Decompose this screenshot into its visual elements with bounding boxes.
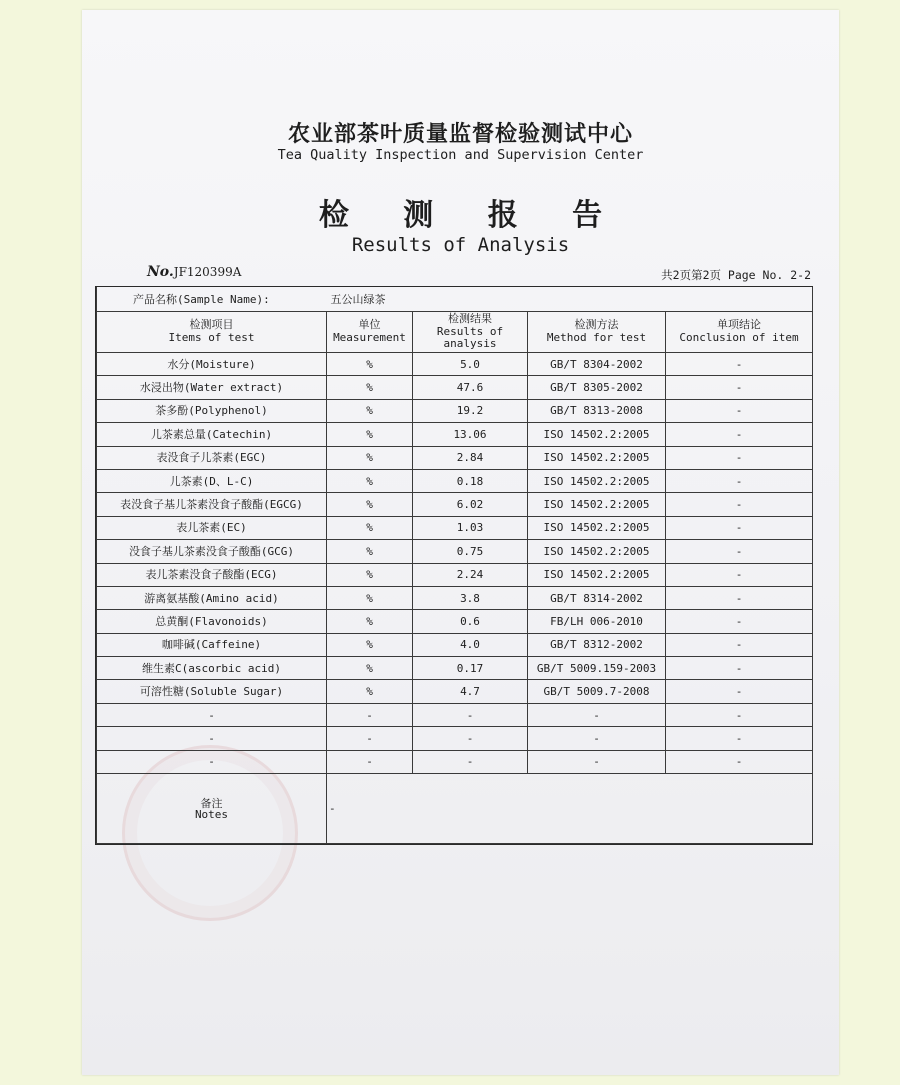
- cell-conclusion: -: [666, 633, 813, 656]
- cell-unit: %: [327, 399, 413, 422]
- organization-name-en: Tea Quality Inspection and Supervision Center: [277, 147, 644, 163]
- cell-item: 咖啡碱(Caffeine): [97, 633, 327, 656]
- cell-method: ISO 14502.2:2005: [528, 469, 666, 492]
- report-title-cn: 检 测 报 告: [318, 198, 625, 233]
- cell-result: 19.2: [413, 399, 528, 422]
- cell-conclusion: -: [666, 586, 813, 609]
- header-conclusion-en: Conclusion of item: [679, 331, 799, 344]
- cell-conclusion: -: [666, 750, 813, 773]
- cell-conclusion: -: [666, 469, 813, 492]
- cell-conclusion: -: [666, 516, 813, 539]
- cell-item: 表没食子儿茶素(EGC): [97, 446, 327, 469]
- cell-conclusion: -: [666, 680, 813, 703]
- report-page: [82, 10, 839, 1075]
- cell-result: 2.84: [413, 446, 528, 469]
- cell-result: 0.18: [413, 469, 528, 492]
- table-row: [97, 399, 813, 422]
- cell-conclusion: -: [666, 610, 813, 633]
- cell-conclusion: -: [666, 353, 813, 376]
- header-items-en: Items of test: [168, 331, 255, 344]
- cell-unit: %: [327, 610, 413, 633]
- organization-name-cn: 农业部茶叶质量监督检验测试中心: [287, 122, 633, 147]
- cell-method: FB/LH 006-2010: [528, 610, 666, 633]
- cell-item: 表儿茶素没食子酸酯(ECG): [97, 563, 327, 586]
- cell-item: 没食子基儿茶素没食子酸酯(GCG): [97, 540, 327, 563]
- cell-unit: %: [327, 563, 413, 586]
- cell-result: 0.17: [413, 657, 528, 680]
- cell-conclusion: -: [666, 657, 813, 680]
- cell-unit: %: [327, 353, 413, 376]
- cell-method: ISO 14502.2:2005: [528, 540, 666, 563]
- header-conclusion-cn: 单项结论: [717, 318, 761, 332]
- table-row: [97, 633, 813, 656]
- cell-method: GB/T 8313-2008: [528, 399, 666, 422]
- cell-item: 表没食子基儿茶素没食子酸酯(EGCG): [97, 493, 327, 516]
- cell-method: ISO 14502.2:2005: [528, 563, 666, 586]
- cell-unit: %: [327, 633, 413, 656]
- cell-item: 总黄酮(Flavonoids): [97, 610, 327, 633]
- table-row: [97, 516, 813, 539]
- cell-unit: -: [327, 750, 413, 773]
- cell-result: 13.06: [413, 423, 528, 446]
- cell-result: 0.6: [413, 610, 528, 633]
- cell-unit: %: [327, 376, 413, 399]
- cell-conclusion: -: [666, 493, 813, 516]
- report-number-value: JF120399A: [173, 265, 242, 279]
- cell-conclusion: -: [666, 423, 813, 446]
- cell-item: 儿茶素总量(Catechin): [97, 423, 327, 446]
- cell-item: 水分(Moisture): [97, 353, 327, 376]
- report-number: [147, 264, 241, 280]
- cell-method: -: [528, 703, 666, 726]
- results-table: [95, 286, 813, 845]
- table-row: [97, 657, 813, 680]
- cell-item: 茶多酚(Polyphenol): [97, 399, 327, 422]
- header-items: [97, 312, 327, 353]
- table-row: [97, 750, 813, 773]
- cell-unit: %: [327, 516, 413, 539]
- cell-conclusion: -: [666, 399, 813, 422]
- report-number-label: No.: [147, 264, 174, 280]
- notes-row: [97, 774, 813, 844]
- cell-method: ISO 14502.2:2005: [528, 493, 666, 516]
- cell-conclusion: -: [666, 727, 813, 750]
- cell-conclusion: -: [666, 563, 813, 586]
- sample-name-label: 产品名称(Sample Name):: [97, 287, 327, 312]
- cell-result: 2.24: [413, 563, 528, 586]
- header-items-cn: 检测项目: [189, 318, 234, 332]
- header-method-en: Method for test: [546, 331, 647, 344]
- cell-item: 游离氨基酸(Amino acid): [97, 586, 327, 609]
- cell-result: 6.02: [413, 493, 528, 516]
- header-result: [413, 312, 528, 353]
- cell-unit: %: [327, 540, 413, 563]
- table-row: [97, 493, 813, 516]
- cell-unit: %: [327, 657, 413, 680]
- notes-label: [97, 774, 327, 844]
- table-row: [97, 610, 813, 633]
- cell-item: 儿茶素(D、L-C): [97, 469, 327, 492]
- cell-result: 0.75: [413, 540, 528, 563]
- cell-result: 5.0: [413, 353, 528, 376]
- cell-item: 水浸出物(Water extract): [97, 376, 327, 399]
- cell-item: -: [97, 703, 327, 726]
- cell-method: GB/T 8312-2002: [528, 633, 666, 656]
- cell-unit: -: [327, 703, 413, 726]
- header-conclusion: [666, 312, 813, 353]
- cell-unit: %: [327, 423, 413, 446]
- table-row: [97, 353, 813, 376]
- header-unit-en: Measurement: [333, 331, 406, 344]
- sample-row: [97, 287, 813, 312]
- table-row: [97, 446, 813, 469]
- cell-method: GB/T 5009.159-2003: [528, 657, 666, 680]
- table-row: [97, 703, 813, 726]
- cell-unit: %: [327, 493, 413, 516]
- cell-result: 4.0: [413, 633, 528, 656]
- cell-conclusion: -: [666, 446, 813, 469]
- cell-conclusion: -: [666, 703, 813, 726]
- cell-conclusion: -: [666, 540, 813, 563]
- cell-unit: %: [327, 469, 413, 492]
- cell-unit: -: [327, 727, 413, 750]
- header-unit: [327, 312, 413, 353]
- cell-unit: %: [327, 680, 413, 703]
- page-indicator: 共2页第2页 Page No. 2-2: [661, 268, 811, 282]
- cell-method: -: [528, 750, 666, 773]
- cell-method: ISO 14502.2:2005: [528, 446, 666, 469]
- cell-item: 表儿茶素(EC): [97, 516, 327, 539]
- header-unit-cn: 单位: [358, 318, 381, 332]
- cell-result: 4.7: [413, 680, 528, 703]
- cell-method: ISO 14502.2:2005: [528, 516, 666, 539]
- cell-result: -: [413, 703, 528, 726]
- cell-result: -: [413, 750, 528, 773]
- table-row: [97, 563, 813, 586]
- table-header-row: [97, 312, 813, 353]
- cell-result: 47.6: [413, 376, 528, 399]
- cell-unit: %: [327, 446, 413, 469]
- cell-method: GB/T 8305-2002: [528, 376, 666, 399]
- cell-result: -: [413, 727, 528, 750]
- cell-result: 3.8: [413, 586, 528, 609]
- cell-method: GB/T 5009.7-2008: [528, 680, 666, 703]
- cell-method: ISO 14502.2:2005: [528, 423, 666, 446]
- header-method: [528, 312, 666, 353]
- cell-result: 1.03: [413, 516, 528, 539]
- header-result-cn: 检测结果: [448, 312, 492, 326]
- cell-method: GB/T 8304-2002: [528, 353, 666, 376]
- table-row: [97, 586, 813, 609]
- table-row: [97, 423, 813, 446]
- header-result-en: Results of analysis: [436, 324, 504, 351]
- cell-item: -: [97, 727, 327, 750]
- sample-name-value: 五公山绿茶: [327, 287, 813, 312]
- table-row: [97, 469, 813, 492]
- cell-method: -: [528, 727, 666, 750]
- table-row: [97, 680, 813, 703]
- notes-value: -: [327, 774, 813, 844]
- table-row: [97, 727, 813, 750]
- cell-conclusion: -: [666, 376, 813, 399]
- cell-item: -: [97, 750, 327, 773]
- cell-item: 可溶性糖(Soluble Sugar): [97, 680, 327, 703]
- table-row: [97, 376, 813, 399]
- cell-item: 维生素C(ascorbic acid): [97, 657, 327, 680]
- header-method-cn: 检测方法: [574, 318, 619, 332]
- cell-unit: %: [327, 586, 413, 609]
- notes-label-cn: 备注: [200, 796, 223, 810]
- table-row: [97, 540, 813, 563]
- notes-label-en: Notes: [194, 807, 229, 821]
- cell-method: GB/T 8314-2002: [528, 586, 666, 609]
- report-title-en: Results of Analysis: [351, 234, 570, 256]
